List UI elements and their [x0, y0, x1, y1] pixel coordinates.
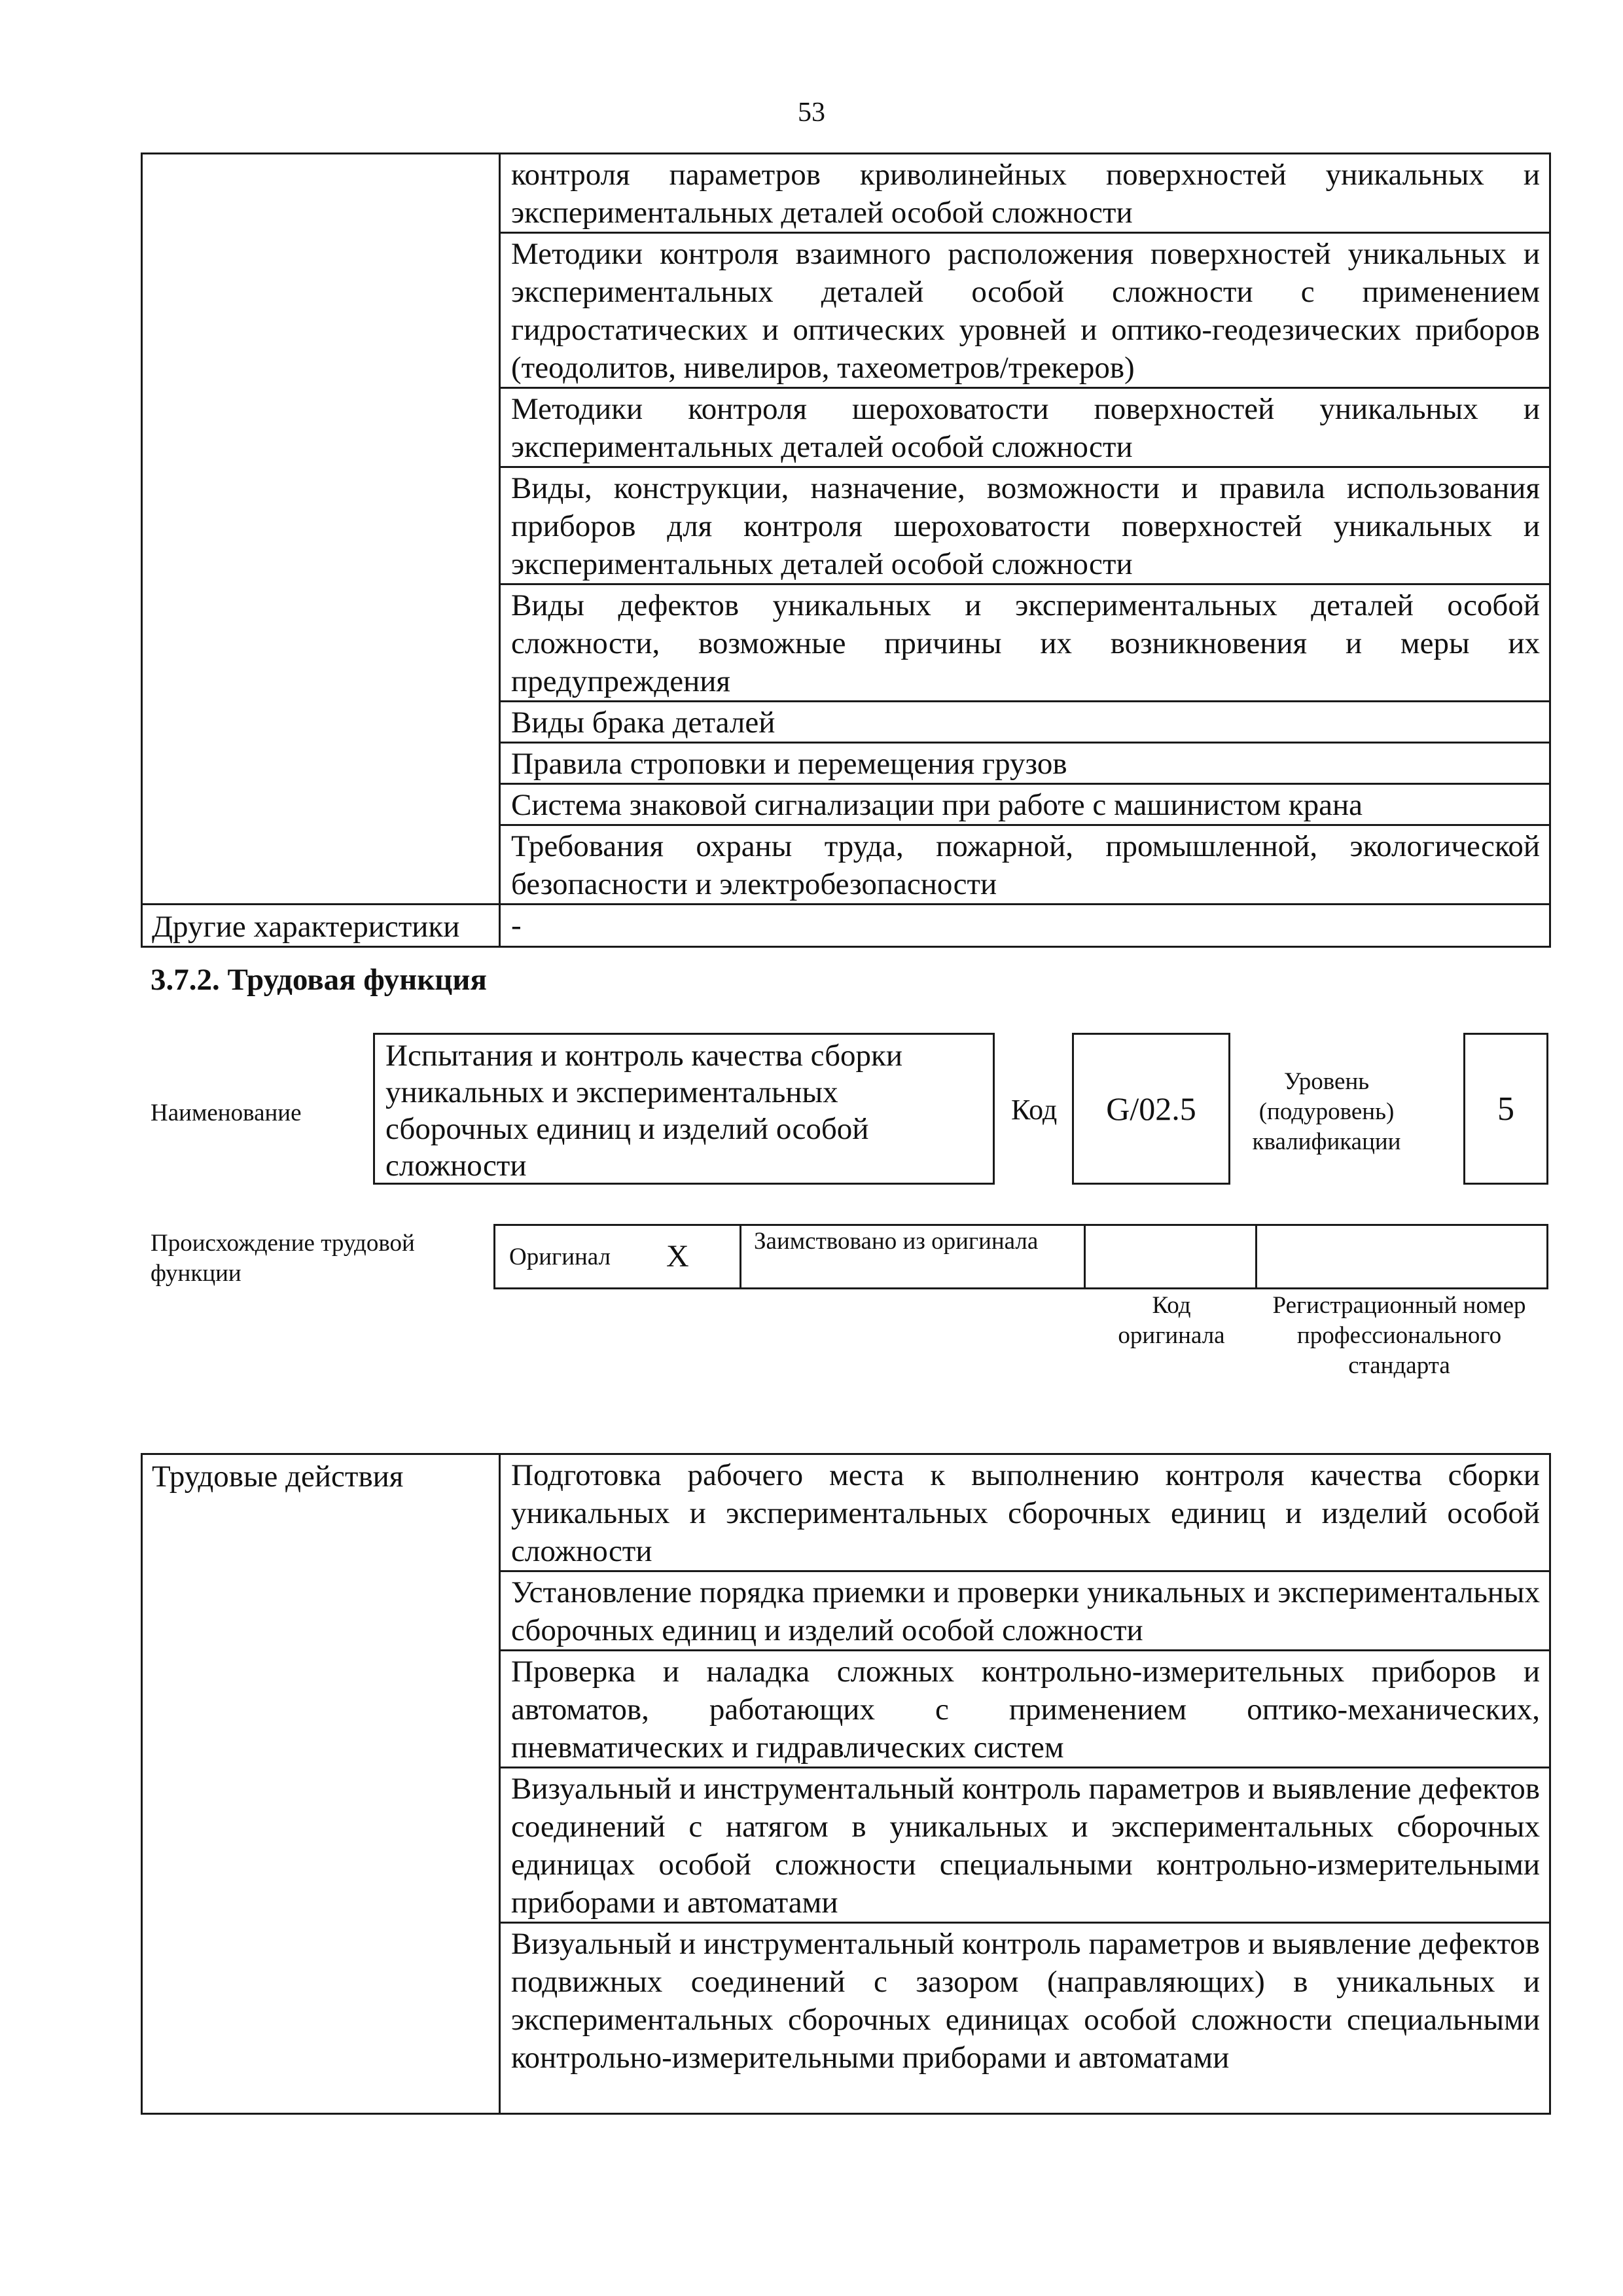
knowledge-row: Методики контроля взаимного расположения поверхностей уникальных и экспериментальных деталей особой сложности с применением гидростатических и оптических уровней и оптико-геодезических приборов (теодолитов, нивелиров, тахеометров/трекеров): [500, 233, 1550, 388]
level-box: [1463, 1033, 1548, 1185]
original-label: Оригинал: [509, 1244, 611, 1270]
knowledge-row: Методики контроля шероховатости поверхностей уникальных и экспериментальных деталей особой сложности: [500, 388, 1550, 467]
borrowed-label: Заимствовано из оригинала: [754, 1228, 1039, 1255]
labor-actions-label-cell: [142, 1454, 500, 2114]
knowledge-row: Требования охраны труда, пожарной, промышленной, экологической безопасности и электробезопасности: [500, 825, 1550, 905]
page-number: 53: [798, 98, 825, 128]
origin-label: Происхождение трудовой функции: [151, 1230, 415, 1287]
labor-action-row: Подготовка рабочего места к выполнению контроля качества сборки уникальных и экспериментальных сборочных единиц и изделий особой сложности: [500, 1454, 1550, 1571]
level-label: Уровень (подуровень) квалификации: [1252, 1068, 1401, 1155]
knowledge-table: [141, 152, 1551, 948]
knowledge-label-cell: [142, 154, 500, 905]
knowledge-row: Виды, конструкции, назначение, возможности и правила использования приборов для контроля шероховатости поверхностей уникальных и экспериментальных деталей особой сложности: [500, 467, 1550, 584]
knowledge-row: Правила строповки и перемещения грузов: [500, 743, 1550, 784]
function-name-box: [373, 1033, 995, 1185]
code-box: [1072, 1033, 1230, 1185]
labor-action-row: Визуальный и инструментальный контроль параметров и выявление дефектов соединений с натягом в уникальных и экспериментальных сборочных единицах особой сложности специальными контрольно-измерительными приборами и автоматами: [500, 1768, 1550, 1923]
knowledge-row: Система знаковой сигнализации при работе с машинистом крана: [500, 784, 1550, 825]
original-mark: X: [666, 1239, 689, 1274]
reg-number-caption: Регистрационный номер профессионального стандарта: [1272, 1292, 1526, 1379]
name-label: Наименование: [151, 1100, 302, 1126]
knowledge-row: Виды дефектов уникальных и экспериментальных деталей особой сложности, возможные причины их возникновения и меры их предупреждения: [500, 584, 1550, 702]
section-heading: 3.7.2. Трудовая функция: [151, 963, 487, 997]
original-code-caption: Код оригинала: [1118, 1292, 1225, 1349]
knowledge-row: контроля параметров криволинейных поверхностей уникальных и экспериментальных деталей особой сложности: [500, 154, 1550, 233]
labor-actions-table: [141, 1453, 1551, 2115]
code-value: G/02.5: [1106, 1090, 1196, 1127]
other-characteristics-label: Другие характеристики: [142, 905, 500, 947]
labor-action-row: Визуальный и инструментальный контроль параметров и выявление дефектов подвижных соединений с зазором (направляющих) в уникальных и экспериментальных сборочных единицах особой сложности специальными контрольно-измерительными приборами и автоматами: [500, 1923, 1550, 2114]
level-value: 5: [1497, 1090, 1514, 1128]
function-name-value: Испытания и контроль качества сборки уникальных и экспериментальных сборочных единиц и изделий особой сложности: [385, 1039, 903, 1183]
labor-action-row: Проверка и наладка сложных контрольно-измерительных приборов и автоматов, работающих с применением оптико-механических, пневматических и гидравлических систем: [500, 1651, 1550, 1768]
code-label: Код: [1011, 1094, 1058, 1126]
labor-actions-label: Трудовые действия: [152, 1460, 404, 1494]
knowledge-row: Виды брака деталей: [500, 702, 1550, 743]
other-characteristics-value: -: [500, 905, 1550, 947]
labor-action-row: Установление порядка приемки и проверки уникальных и экспериментальных сборочных единиц и изделий особой сложности: [500, 1571, 1550, 1651]
